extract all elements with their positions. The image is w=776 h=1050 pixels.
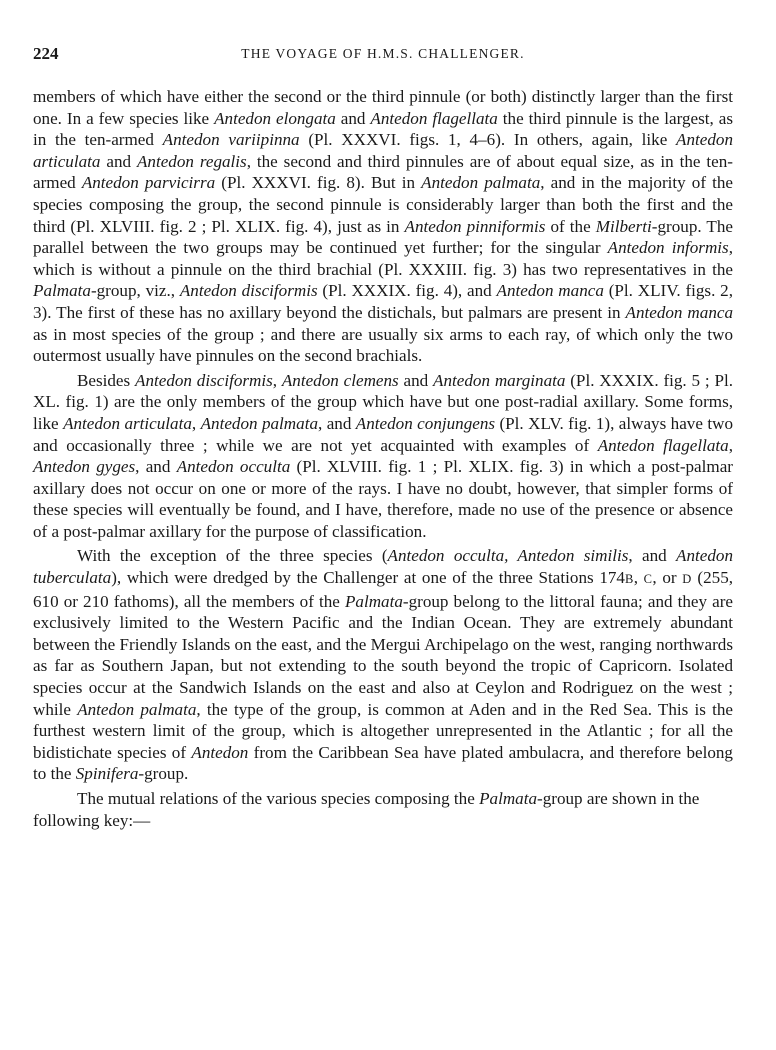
text-run: , [728, 435, 733, 455]
italic-run: Antedon manca [496, 281, 604, 301]
text-run: and [335, 108, 371, 128]
text-run: (Pl. XXXVI. fig. 8). But in [215, 173, 422, 193]
italic-run: Antedon regalis [136, 151, 247, 171]
text-run: , and [135, 457, 177, 477]
italic-run: Antedon occulta, Antedon similis [387, 546, 629, 566]
text-run: (255, 610 or 210 fathoms), all the members of the [33, 568, 734, 611]
paragraph [33, 545, 733, 785]
italic-run: Antedon disciformis [179, 281, 318, 301]
text-run: of the [545, 216, 596, 236]
text-run: (Pl. XXXIX. fig. 4), and [317, 281, 497, 301]
text-run: , the type of the group, is common at Aden and in the Red Sea. This is the furthest western limit of the group, which is altogether unrepresented in the Atlantic ; for all the bidistichate species of [33, 699, 733, 762]
italic-run: Antedon flagellata [370, 108, 498, 128]
text-run: (Pl. XLVIII. fig. 1 ; Pl. XLIX. fig. 3) in which a post-palmar axillary does not occur on one or more of the rays. I have no doubt, however, that simpler forms of these species will eventually be found, and I have, therefore, made no use of the presence or absence of a post-palmar axillary for the purpose of classification. [33, 457, 733, 541]
italic-run: Antedon articulata [63, 413, 192, 433]
text-run: (Pl. XLIV. figs. 2, 3). The first of these has no axillary beyond the distichals, but palmars are present in [33, 281, 733, 322]
text-run: from the Caribbean Sea have plated ambulacra, and therefore belong to the [33, 742, 733, 784]
italic-run: Antedon occulta [176, 457, 291, 477]
italic-run: Antedon informis [607, 238, 729, 258]
italic-run: Antedon palmata [200, 413, 318, 433]
text-run: ), which were dredged by the Challenger at one of the three Stations 174 [111, 568, 625, 588]
text-run: , and [318, 413, 356, 433]
italic-run: Palmata [479, 789, 538, 808]
text-run: as in most species of the group ; and there are usually six arms to each ray, of which only the two outermost usually have pinnules on the second brachials. [33, 324, 733, 366]
page-number: 224 [33, 44, 59, 63]
text-run: , [633, 568, 644, 588]
italic-run: Spinifera [75, 764, 139, 784]
text-run: -group belong to the littoral fauna; and they are exclusively limited to the Western Pacific and the Indian Ocean. They are extremely abundant between the Friendly Islands on the east, and the Mergui Archipelago on the west, ranging northwards as far as Southern Japan, but not extending to the south beyond the tropic of Capricorn. Isolated species occur at the Sandwich Islands on the east and also at Ceylon and Rodriguez on the west ; while [33, 591, 733, 719]
text-run: , which is without a pinnule on the third brachial (Pl. XXXIII. fig. 3) has two representatives in the [33, 238, 733, 279]
small-caps-run: C [643, 572, 653, 587]
italic-run: Palmata [33, 281, 91, 301]
text-run: -group, viz., [90, 281, 180, 301]
small-caps-run: B [624, 572, 634, 587]
text-run: (Pl. XXXIX. fig. 5 ; Pl. XL. fig. 1) are the only members of the group which have but one post-radial axillary. Some forms, like [33, 370, 733, 433]
small-caps-run: D [682, 572, 692, 587]
text-run: and [100, 151, 137, 171]
italic-run: Milberti [595, 216, 652, 236]
text-run: Besides [77, 370, 135, 390]
italic-run: Antedon manca [625, 302, 734, 322]
text-run: -group. [138, 764, 189, 784]
text-run: The mutual relations of the various species composing the [77, 789, 480, 808]
text-run: the third pinnule is the largest, as in the ten-armed [33, 108, 733, 150]
paragraph [33, 788, 733, 831]
italic-run: Antedon clemens [281, 370, 399, 390]
text-run: -group are shown in the following key:— [33, 789, 700, 830]
italic-run: Antedon palmata [421, 173, 541, 193]
text-run: , [191, 413, 201, 433]
text-run: With the exception of the three species ( [77, 546, 388, 566]
text-run: (Pl. XLV. fig. 1), always have two and occasionally three ; while we are not yet acquainted with examples of [33, 413, 733, 455]
italic-run: Antedon tuberculata [33, 546, 733, 588]
text-run: (Pl. XXXVI. figs. 1, 4–6). In others, again, like [299, 130, 677, 150]
italic-run: Antedon parvicirra [81, 173, 216, 193]
italic-run: Palmata [344, 591, 403, 611]
text-run: -group. The parallel between the two groups may be continued yet further; for the singular [33, 216, 733, 258]
text-run: , and [628, 546, 677, 566]
text-run: , or [652, 568, 683, 588]
body-text [33, 86, 733, 831]
italic-run: Antedon variipinna [162, 130, 300, 150]
italic-run: Antedon [191, 742, 249, 762]
text-run: and [398, 370, 434, 390]
italic-run: Antedon marginata [433, 370, 566, 390]
text-run: members of which have either the second or the third pinnule (or both) distinctly larger than the first one. In a few species like [33, 87, 733, 128]
paragraph [33, 86, 733, 367]
italic-run: Antedon articulata [33, 130, 733, 171]
text-run: , the second and third pinnules are of about equal size, as in the ten-armed [33, 151, 733, 193]
italic-run: Antedon pinniformis [404, 216, 546, 236]
running-title: THE VOYAGE OF H.M.S. CHALLENGER. [241, 46, 525, 61]
italic-run: Antedon gyges [33, 457, 136, 477]
italic-run: Antedon disciformis [135, 370, 273, 390]
paragraph [33, 370, 733, 543]
text-run: , [272, 370, 282, 390]
italic-run: Antedon palmata [77, 699, 197, 719]
text-run: , and in the majority of the species composing the group, the second pinnule is considerably larger than both the first and the third (Pl. XLVIII. fig. 2 ; Pl. XLIX. fig. 4), just as in [33, 173, 733, 236]
italic-run: Antedon flagellata [597, 435, 729, 455]
italic-run: Antedon elongata [214, 108, 336, 128]
page-header [33, 44, 733, 68]
italic-run: Antedon conjungens [355, 413, 496, 433]
